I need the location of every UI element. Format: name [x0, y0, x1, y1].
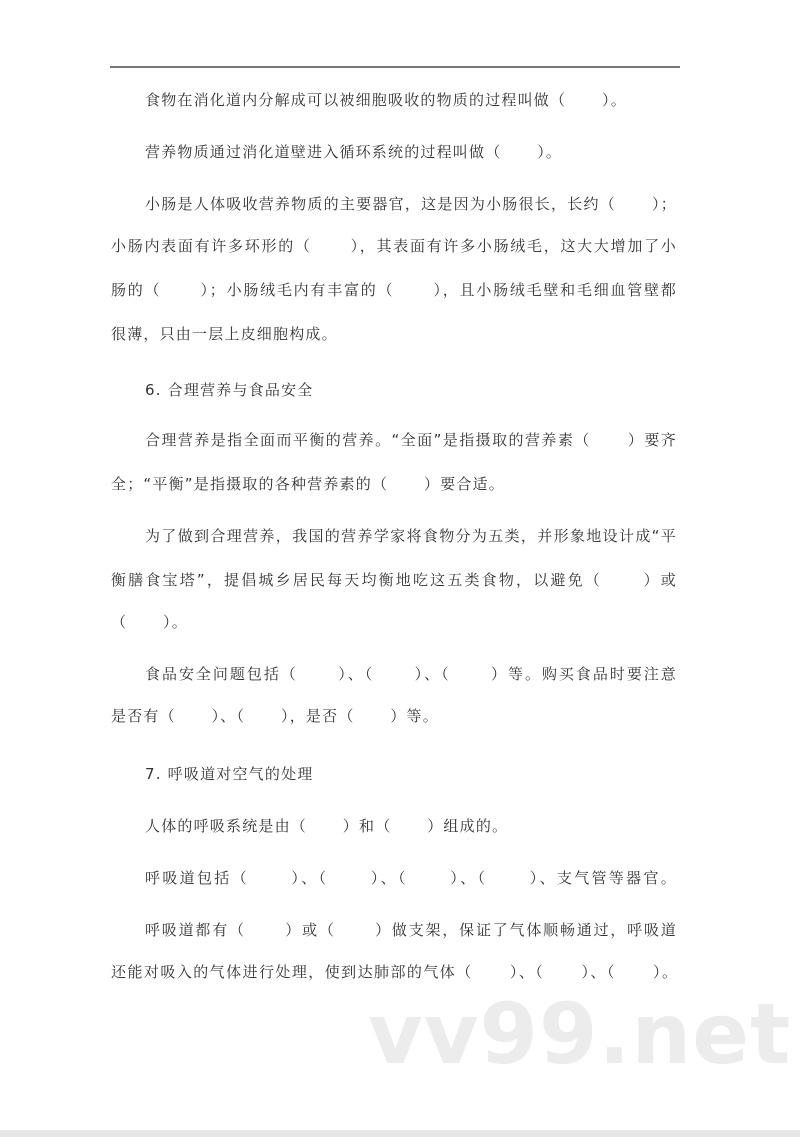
- paragraph-line: （ ）。: [111, 613, 188, 631]
- paragraph-line: 食品安全问题包括（ ）、（ ）、（ ）等。购买食品时要注意: [145, 665, 677, 683]
- page-bottom-edge: [0, 1130, 800, 1137]
- paragraph-line: 还能对吸入的气体进行处理，使到达肺部的气体（ ）、（ ）、（ ）。: [111, 963, 677, 981]
- paragraph-line: 营养物质通过消化道壁进入循环系统的过程叫做（ ）。: [145, 143, 563, 161]
- paragraph-line: 很薄，只由一层上皮细胞构成。: [111, 325, 338, 343]
- paragraph-line: 合理营养是指全面而平衡的营养。“全面”是指摄取的营养素（ ）要齐: [145, 431, 677, 449]
- paragraph-line: 衡膳食宝塔”，提倡城乡居民每天均衡地吃这五类食物，以避免（ ）或: [111, 571, 677, 589]
- watermark: vv99.net: [368, 985, 792, 1083]
- paragraph-line: 是否有（ ）、（ ），是否（ ）等。: [111, 707, 439, 725]
- paragraph-line: 全；“平衡”是指摄取的各种营养素的（ ）要合适。: [111, 475, 505, 493]
- paragraph-line: 小肠是人体吸收营养物质的主要器官，这是因为小肠很长，长约（ ）；: [145, 195, 677, 213]
- paragraph-line: 肠的（ ）；小肠绒毛内有丰富的（ ），且小肠绒毛壁和毛细血管壁都: [111, 281, 677, 299]
- paragraph-line: 呼吸道都有（ ）或（ ）做支架，保证了气体顺畅通过，呼吸道: [145, 921, 677, 939]
- paragraph-line: 人体的呼吸系统是由（ ）和（ ）组成的。: [145, 817, 509, 835]
- paragraph-line: 呼吸道包括（ ）、（ ）、（ ）、（ ）、支气管等器官。: [145, 869, 677, 887]
- paragraph-line: 食物在消化道内分解成可以被细胞吸收的物质的过程叫做（ ）。: [145, 91, 627, 109]
- section-heading: 7. 呼吸道对空气的处理: [145, 765, 314, 783]
- header-rule: [110, 66, 680, 68]
- section-heading: 6. 合理营养与食品安全: [145, 381, 314, 399]
- paragraph-line: 小肠内表面有许多环形的（ ），其表面有许多小肠绒毛，这大大增加了小: [111, 237, 677, 255]
- paragraph-line: 为了做到合理营养，我国的营养学家将食物分为五类，并形象地设计成“平: [145, 527, 677, 545]
